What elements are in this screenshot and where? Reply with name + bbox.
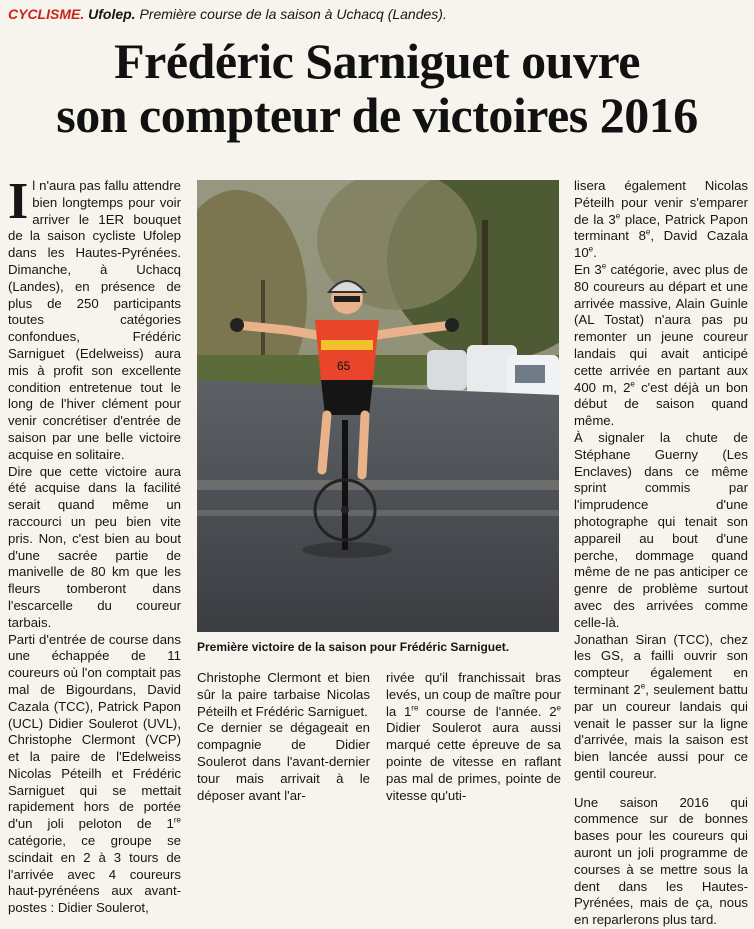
rubric-header <box>8 6 447 22</box>
headline-line-2: son compteur de victoires 2016 <box>56 87 698 143</box>
cyclist-photo-illustration <box>197 180 559 632</box>
paragraph: Ce dernier se dégageait en compagnie de Didier Soulerot dans l'avant-dernier tour mais arrivait à le déposer avant l'ar- <box>197 720 370 803</box>
paragraph: rivée qu'il franchissait bras levés, un coup de maître pour la 1re course de l'année. 2e Didier Soulerot aura aussi marqué cette épreuve de sa pointe de vitesse en raflant pas mal de primes, pointe de vitesse qu'uti- <box>386 670 561 803</box>
paragraph: À signaler la chute de Stéphane Guerny (Les Enclaves) dans ce même sprint commis par l'imprudence d'une photographe qui tenait son appareil au bout d'une perche, dommage quand même de ne pas anticiper ce genre de problème surtout avec des arrivées comme celle-là. <box>574 429 748 630</box>
article-column-3 <box>574 178 748 929</box>
paragraph: Parti d'entrée de course dans une échappée de 11 coureurs où l'on comptait pas mal de Bigourdans, David Cazala (TCC), Patrick Papon (UCL) Didier Soulerot (UVL), Christophe Clermont (VCP) et la paire de l'Edelweiss Nicolas Péteilh et Frédéric Sarniguet qui se mettait rapidement hors de portée d'un joli peloton de 1re catégorie, ce groupe se scindait en 2 à 3 tours de l'arrivée avec 4 coureurs haut-pyrénéens aux avant-postes : Didier Soulerot, <box>8 631 181 916</box>
headline <box>0 34 754 142</box>
photo-caption: Première victoire de la saison pour Frédéric Sarniguet. <box>197 640 510 654</box>
paragraph: En 3e catégorie, avec plus de 80 coureurs au départ et une arrivée massive, Alain Guinle (AL Tostat) n'aura pas pu remonter un jeune coureur landais qui avait anticipé cette arrivée en partant aux 400 m, 2e c'est déjà un bon début de saison quand même. <box>574 261 748 429</box>
paragraph: lisera également Nicolas Péteilh pour venir s'emparer de la 3e place, Patrick Papon terminant 8e, David Cazala 10e. <box>574 178 748 261</box>
rubric-kicker: CYCLISME. <box>8 6 85 22</box>
paragraph: Jonathan Siran (TCC), chez les GS, a failli ouvrir son compteur également en terminant 2e, seulement battu par un coureur landais qui venait le passer sur la ligne d'arrivée, mais la saison est bien lancée aussi pour ce gentil coureur. <box>574 631 748 781</box>
headline-line-1: Frédéric Sarniguet ouvre <box>114 33 640 89</box>
article-column-2b <box>386 670 561 804</box>
race-photo <box>197 180 559 632</box>
paragraph: Une saison 2016 qui commence sur de bonnes bases pour les coureurs qui auront un joli programme de courses à se mettre sous la dent dans les Hautes-Pyrénées, mais de ça, nous en reparlerons plus tard. <box>574 794 748 928</box>
article-column-2a <box>197 670 370 804</box>
lead-paragraph: Il n'aura pas fallu attendre bien longtemps pour voir arriver le 1ER bouquet de la saison cycliste Ufolep dans les Hautes-Pyrénées. Dimanche, à Uchacq (Landes), en présence de plus de 250 participants toutes catégories confondues, Frédéric Sarniguet (Edelweiss) aura mis à profit son excellente condition entretenue tout le long de l'hiver clément pour venir concrétiser d'entrée de saison par une belle victoire acquise en solitaire. <box>8 173 181 462</box>
drop-cap: I <box>8 173 29 230</box>
rubric-sub: Ufolep. <box>88 6 136 22</box>
jersey-number: 65 <box>337 359 351 373</box>
paragraph: Dire que cette victoire aura été acquise dans la facilité serait quand même un raccourci un peu bien vite pris. Non, c'est bien au bout d'une sacrée partie de manivelle de 80 km que les fleurs tomberont dans l'escarcelle du coureur tarbais. <box>8 463 181 630</box>
paragraph: Christophe Clermont et bien sûr la paire tarbaise Nicolas Péteilh et Frédéric Sarniguet. <box>197 670 370 719</box>
article-column-1 <box>8 173 181 917</box>
rubric-topic: Première course de la saison à Uchacq (Landes). <box>139 6 447 22</box>
